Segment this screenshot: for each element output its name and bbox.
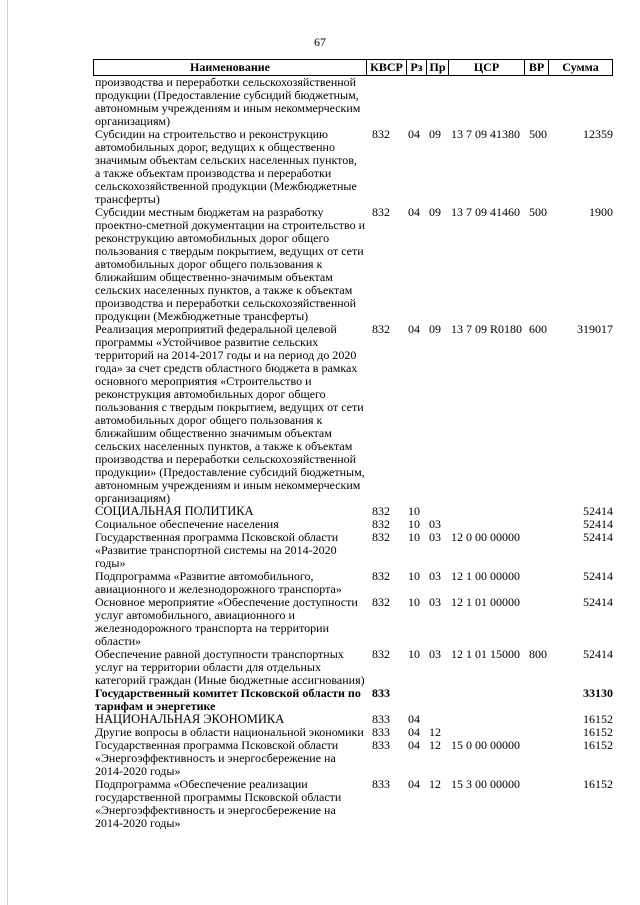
cell-pr: 03 (429, 595, 441, 609)
cell-name: СОЦИАЛЬНАЯ ПОЛИТИКА (95, 504, 254, 518)
header-pr: Пр (429, 60, 446, 74)
cell-name: Субсидии местным бюджетам на разработку проектно-сметной документации на строительство и реконструкцию автомобильных дорог общего пользования с твердым покрытием, ведущих от сети автомобильных дорог общего пользования к ближайшим общественно-значимым объектам сельских населенных пунктов, а также к объектам производства и переработки сельскохозяйственной продукции (Межбюджетные трансферты) (95, 205, 365, 323)
scan-edge-line (7, 0, 8, 905)
cell-csr: 15 0 00 00000 (451, 738, 520, 752)
cell-name: Социальное обеспечение населения (95, 517, 279, 531)
cell-sum: 52414 (583, 647, 613, 661)
table-row (93, 596, 613, 648)
cell-kvsr: 832 (372, 647, 390, 661)
cell-rz: 04 (408, 205, 420, 219)
cell-name: Государственный комитет Псковской области по тарифам и энергетике (95, 686, 361, 713)
cell-name: Реализация мероприятий федеральной целевой программы «Устойчивое развитие сельских территорий на 2014-2017 годы и на период до 2020 года» за счет средств областного бюджета в рамках основного мероприятия «Строительство и реконструкция автомобильных дорог общего пользования с твердым покрытием, ведущих от сети автомобильных дорог общего пользования к ближайшим общественно значимым объектам сельских населенных пунктов, а также к объектам производства и переработки сельскохозяйственной продукции» (Предоставление субсидий бюджетным, автономным учреждениям и иным некоммерческим организациям) (95, 322, 365, 505)
table-body (93, 76, 613, 830)
cell-rz: 10 (408, 517, 420, 531)
cell-name: Государственная программа Псковской области «Энергоэффективность и энергосбережение на 2014-2020 годы» (95, 738, 339, 778)
cell-sum: 16152 (583, 777, 613, 791)
cell-name: Государственная программа Псковской области «Развитие транспортной системы на 2014-2020 годы» (95, 530, 339, 570)
cell-name: Подпрограмма «Развитие автомобильного, авиационного и железнодорожного транспорта» (95, 569, 342, 596)
cell-sum: 52414 (583, 517, 613, 531)
cell-rz: 10 (408, 569, 420, 583)
cell-name: Субсидии на строительство и реконструкцию автомобильных дорог, ведущих к общественно значимым объектам сельских населенных пунктов, а также объектам производства и переработки сельскохозяйственной продукции (Межбюджетные трансферты) (95, 127, 357, 206)
cell-csr: 13 7 09 41380 (451, 127, 520, 141)
cell-sum: 16152 (583, 738, 613, 752)
cell-pr: 09 (429, 127, 441, 141)
cell-csr: 13 7 09 41460 (451, 205, 520, 219)
cell-rz: 10 (408, 530, 420, 544)
cell-sum: 1900 (589, 205, 613, 219)
cell-sum: 16152 (583, 725, 613, 739)
cell-kvsr: 833 (372, 712, 390, 726)
table-row (93, 570, 613, 596)
header-csr: ЦСР (473, 60, 500, 74)
cell-sum: 12359 (583, 127, 613, 141)
cell-sum: 52414 (583, 569, 613, 583)
cell-rz: 10 (408, 647, 420, 661)
table-row (93, 206, 613, 323)
cell-kvsr: 832 (372, 517, 390, 531)
table-row (93, 531, 613, 570)
cell-name: Обеспечение равной доступности транспортных услуг на территории области для отдельных категорий граждан (Иные бюджетные ассигнования) (95, 647, 365, 687)
cell-csr: 12 0 00 00000 (451, 530, 520, 544)
header-sum: Сумма (562, 60, 599, 74)
table-row (93, 778, 613, 830)
table-row (93, 76, 613, 128)
cell-rz: 10 (408, 595, 420, 609)
cell-csr: 13 7 09 R0180 (451, 322, 523, 336)
header-vr: ВР (528, 60, 545, 74)
cell-kvsr: 832 (372, 322, 390, 336)
cell-pr: 03 (429, 530, 441, 544)
cell-rz: 10 (408, 504, 420, 518)
cell-name: Подпрограмма «Обеспечение реализации государственной программы Псковской области «Энергоэффективность и энергосбережение на 2014-2020 годы» (95, 777, 342, 830)
cell-kvsr: 832 (372, 205, 390, 219)
table-header (93, 59, 613, 76)
cell-pr: 03 (429, 569, 441, 583)
cell-pr: 03 (429, 647, 441, 661)
cell-pr: 03 (429, 517, 441, 531)
cell-sum: 52414 (583, 504, 613, 518)
cell-rz: 04 (408, 725, 420, 739)
cell-vr: 600 (529, 322, 547, 336)
cell-rz: 04 (408, 738, 420, 752)
cell-kvsr: 832 (372, 127, 390, 141)
cell-name: НАЦИОНАЛЬНАЯ ЭКОНОМИКА (95, 712, 285, 726)
cell-rz: 04 (408, 127, 420, 141)
cell-pr: 09 (429, 205, 441, 219)
cell-pr: 12 (429, 725, 441, 739)
cell-csr: 12 1 00 00000 (451, 569, 520, 583)
table-row (93, 128, 613, 206)
header-name: Наименование (190, 60, 270, 74)
cell-csr: 15 3 00 00000 (451, 777, 520, 791)
cell-kvsr: 832 (372, 569, 390, 583)
cell-pr: 12 (429, 738, 441, 752)
cell-kvsr: 833 (372, 725, 390, 739)
cell-kvsr: 832 (372, 595, 390, 609)
cell-rz: 04 (408, 777, 420, 791)
cell-vr: 500 (529, 205, 547, 219)
cell-name: Другие вопросы в области национальной экономики (95, 725, 364, 739)
cell-pr: 09 (429, 322, 441, 336)
cell-sum: 16152 (583, 712, 613, 726)
cell-csr: 12 1 01 00000 (451, 595, 520, 609)
cell-rz: 04 (408, 712, 420, 726)
cell-csr: 12 1 01 15000 (451, 647, 520, 661)
table-row (93, 648, 613, 687)
cell-sum: 52414 (583, 595, 613, 609)
cell-kvsr: 832 (372, 504, 390, 518)
table-row (93, 687, 613, 713)
page-number: 67 (314, 35, 326, 49)
cell-name: Основное мероприятие «Обеспечение доступности услуг автомобильного, авиационного и железнодорожного транспорта на территории области» (95, 595, 358, 648)
cell-sum: 319017 (577, 322, 613, 336)
cell-pr: 12 (429, 777, 441, 791)
header-rz: Рз (410, 60, 423, 74)
cell-rz: 04 (408, 322, 420, 336)
header-kvsr: КВСР (370, 60, 403, 74)
budget-table (93, 59, 613, 830)
cell-kvsr: 832 (372, 530, 390, 544)
table-row (93, 323, 613, 505)
cell-kvsr: 833 (372, 686, 390, 700)
cell-vr: 500 (529, 127, 547, 141)
cell-kvsr: 833 (372, 738, 390, 752)
cell-kvsr: 833 (372, 777, 390, 791)
table-row (93, 739, 613, 778)
cell-sum: 33130 (583, 686, 613, 700)
cell-vr: 800 (529, 647, 547, 661)
cell-sum: 52414 (583, 530, 613, 544)
cell-name: производства и переработки сельскохозяйственной продукции (Предоставление субсидий бюджетным, автономным учреждениям и иным некоммерческим организациям) (95, 75, 361, 128)
